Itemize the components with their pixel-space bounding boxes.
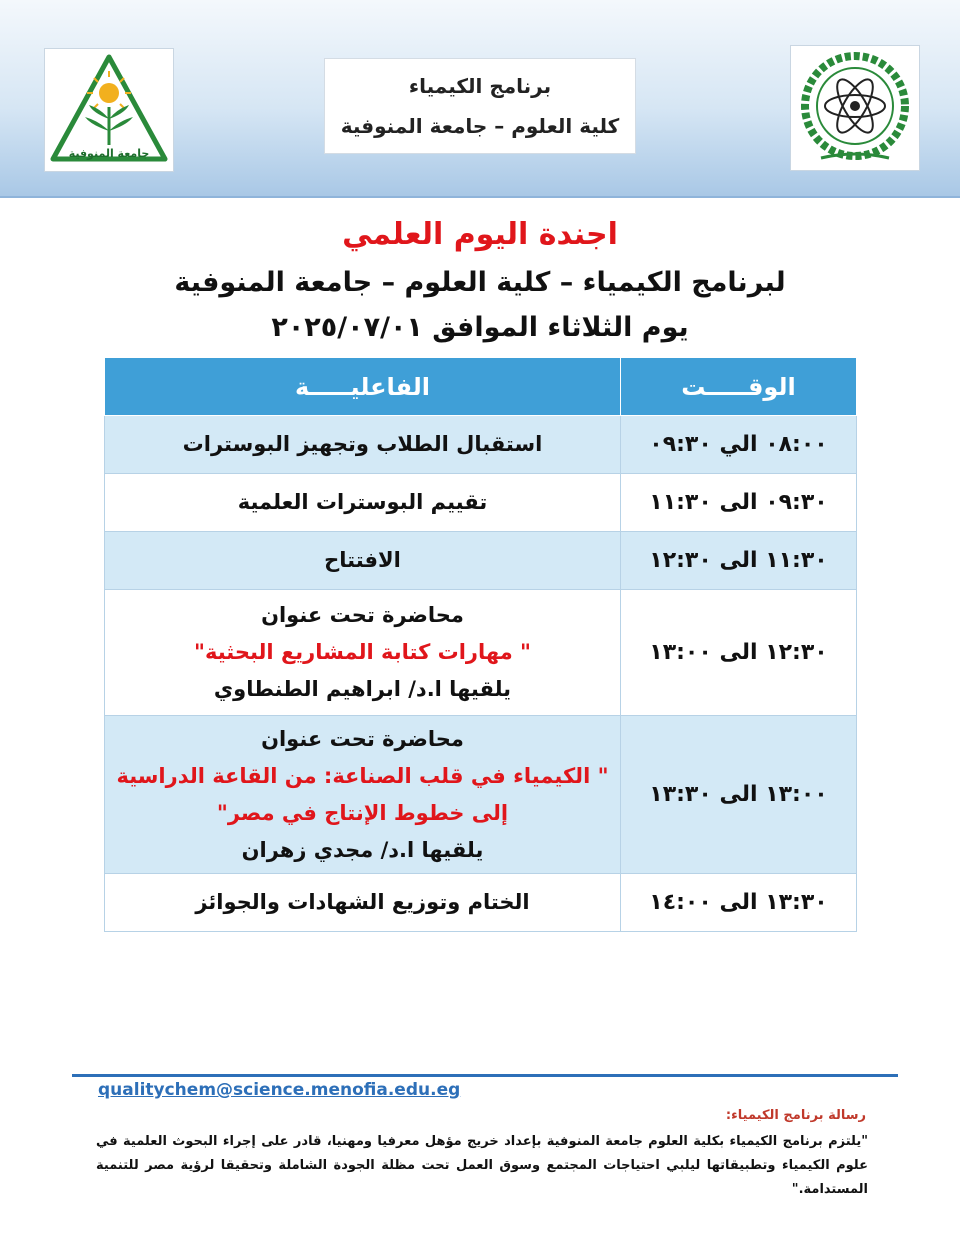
faculty-name: كلية العلوم – جامعة المنوفية xyxy=(340,114,620,138)
agenda-time-cell: ١٢:٣٠ الى ١٣:٠٠ xyxy=(621,590,857,716)
activity-text: استقبال الطلاب وتجهيز البوسترات xyxy=(182,432,543,456)
lecture-title-text: " مهارات كتابة المشاريع البحثية" xyxy=(194,640,531,664)
agenda-time-cell: ١١:٣٠ الى ١٢:٣٠ xyxy=(621,532,857,590)
agenda-activity-cell xyxy=(105,716,621,874)
agenda-time-cell: ١٣:٣٠ الى ١٤:٠٠ xyxy=(621,874,857,932)
lecture-title-text: " الكيمياء في قلب الصناعة: من القاعة الدراسية xyxy=(116,763,609,788)
activity-text: محاضرة تحت عنوان xyxy=(261,726,464,751)
activity-text: تقييم البوسترات العلمية xyxy=(237,490,488,514)
agenda-time-cell: ٠٨:٠٠ الي ٠٩:٣٠ xyxy=(621,416,857,474)
table-row xyxy=(105,532,857,590)
table-row xyxy=(105,874,857,932)
footer-divider xyxy=(72,1074,898,1077)
table-row xyxy=(105,416,857,474)
agenda-activity-cell xyxy=(105,474,621,532)
event-date: يوم الثلاثاء الموافق ٢٠٢٥/٠٧/٠١ xyxy=(271,312,689,343)
page-subtitle: لبرنامج الكيمياء – كلية العلوم – جامعة المنوفية xyxy=(174,267,786,298)
column-header-time: الوقـــــت xyxy=(621,358,857,416)
mission-statement: "يلتزم برنامج الكيمياء بكلية العلوم جامعة المنوفية بإعداد خريج مؤهل معرفيا ومهنيا، قادر على إجراء البحوث العلمية في علوم الكيمياء وتطبيقاتها ليلبي احتياجات المجتمع وسوق العمل تحت مظلة الجودة الشاملة وتحقيقا لرؤية مصر للتنمية المستدامة." xyxy=(96,1134,868,1197)
table-row xyxy=(105,590,857,716)
contact-email-link[interactable]: qualitychem@science.menofia.edu.eg xyxy=(98,1080,461,1100)
left-logo-caption: جامعة المنوفية xyxy=(68,147,150,160)
right-logo-caption xyxy=(791,46,792,47)
agenda-time-cell: ٠٩:٣٠ الى ١١:٣٠ xyxy=(621,474,857,532)
agenda-activity-cell xyxy=(105,874,621,932)
table-row xyxy=(105,716,857,874)
activity-text: الافتتاح xyxy=(324,548,401,572)
lecture-title-text: إلى خطوط الإنتاج في مصر" xyxy=(216,800,509,825)
activity-text: الختام وتوزيع الشهادات والجوائز xyxy=(195,890,530,914)
activity-text: يلقيها ا.د/ مجدي زهران xyxy=(241,837,484,862)
program-name: برنامج الكيمياء xyxy=(408,74,552,98)
menoufia-university-logo xyxy=(44,48,174,172)
program-title-box xyxy=(324,58,636,154)
agenda-activity-cell xyxy=(105,416,621,474)
activity-text: يلقيها ا.د/ ابراهيم الطنطاوي xyxy=(213,677,512,701)
agenda-table xyxy=(104,357,857,932)
table-header-row xyxy=(105,358,857,416)
mission-label: رسالة برنامج الكيمياء: xyxy=(725,1108,866,1123)
column-header-activity: الفاعليـــــة xyxy=(105,358,621,416)
activity-text: محاضرة تحت عنوان xyxy=(261,603,464,627)
agenda-time-cell: ١٣:٠٠ الى ١٣:٣٠ xyxy=(621,716,857,874)
agenda-headings xyxy=(0,210,960,350)
page-title: اجندة اليوم العلمي xyxy=(342,217,618,252)
faculty-of-science-logo xyxy=(790,45,920,171)
agenda-activity-cell xyxy=(105,532,621,590)
table-row xyxy=(105,474,857,532)
agenda-activity-cell xyxy=(105,590,621,716)
